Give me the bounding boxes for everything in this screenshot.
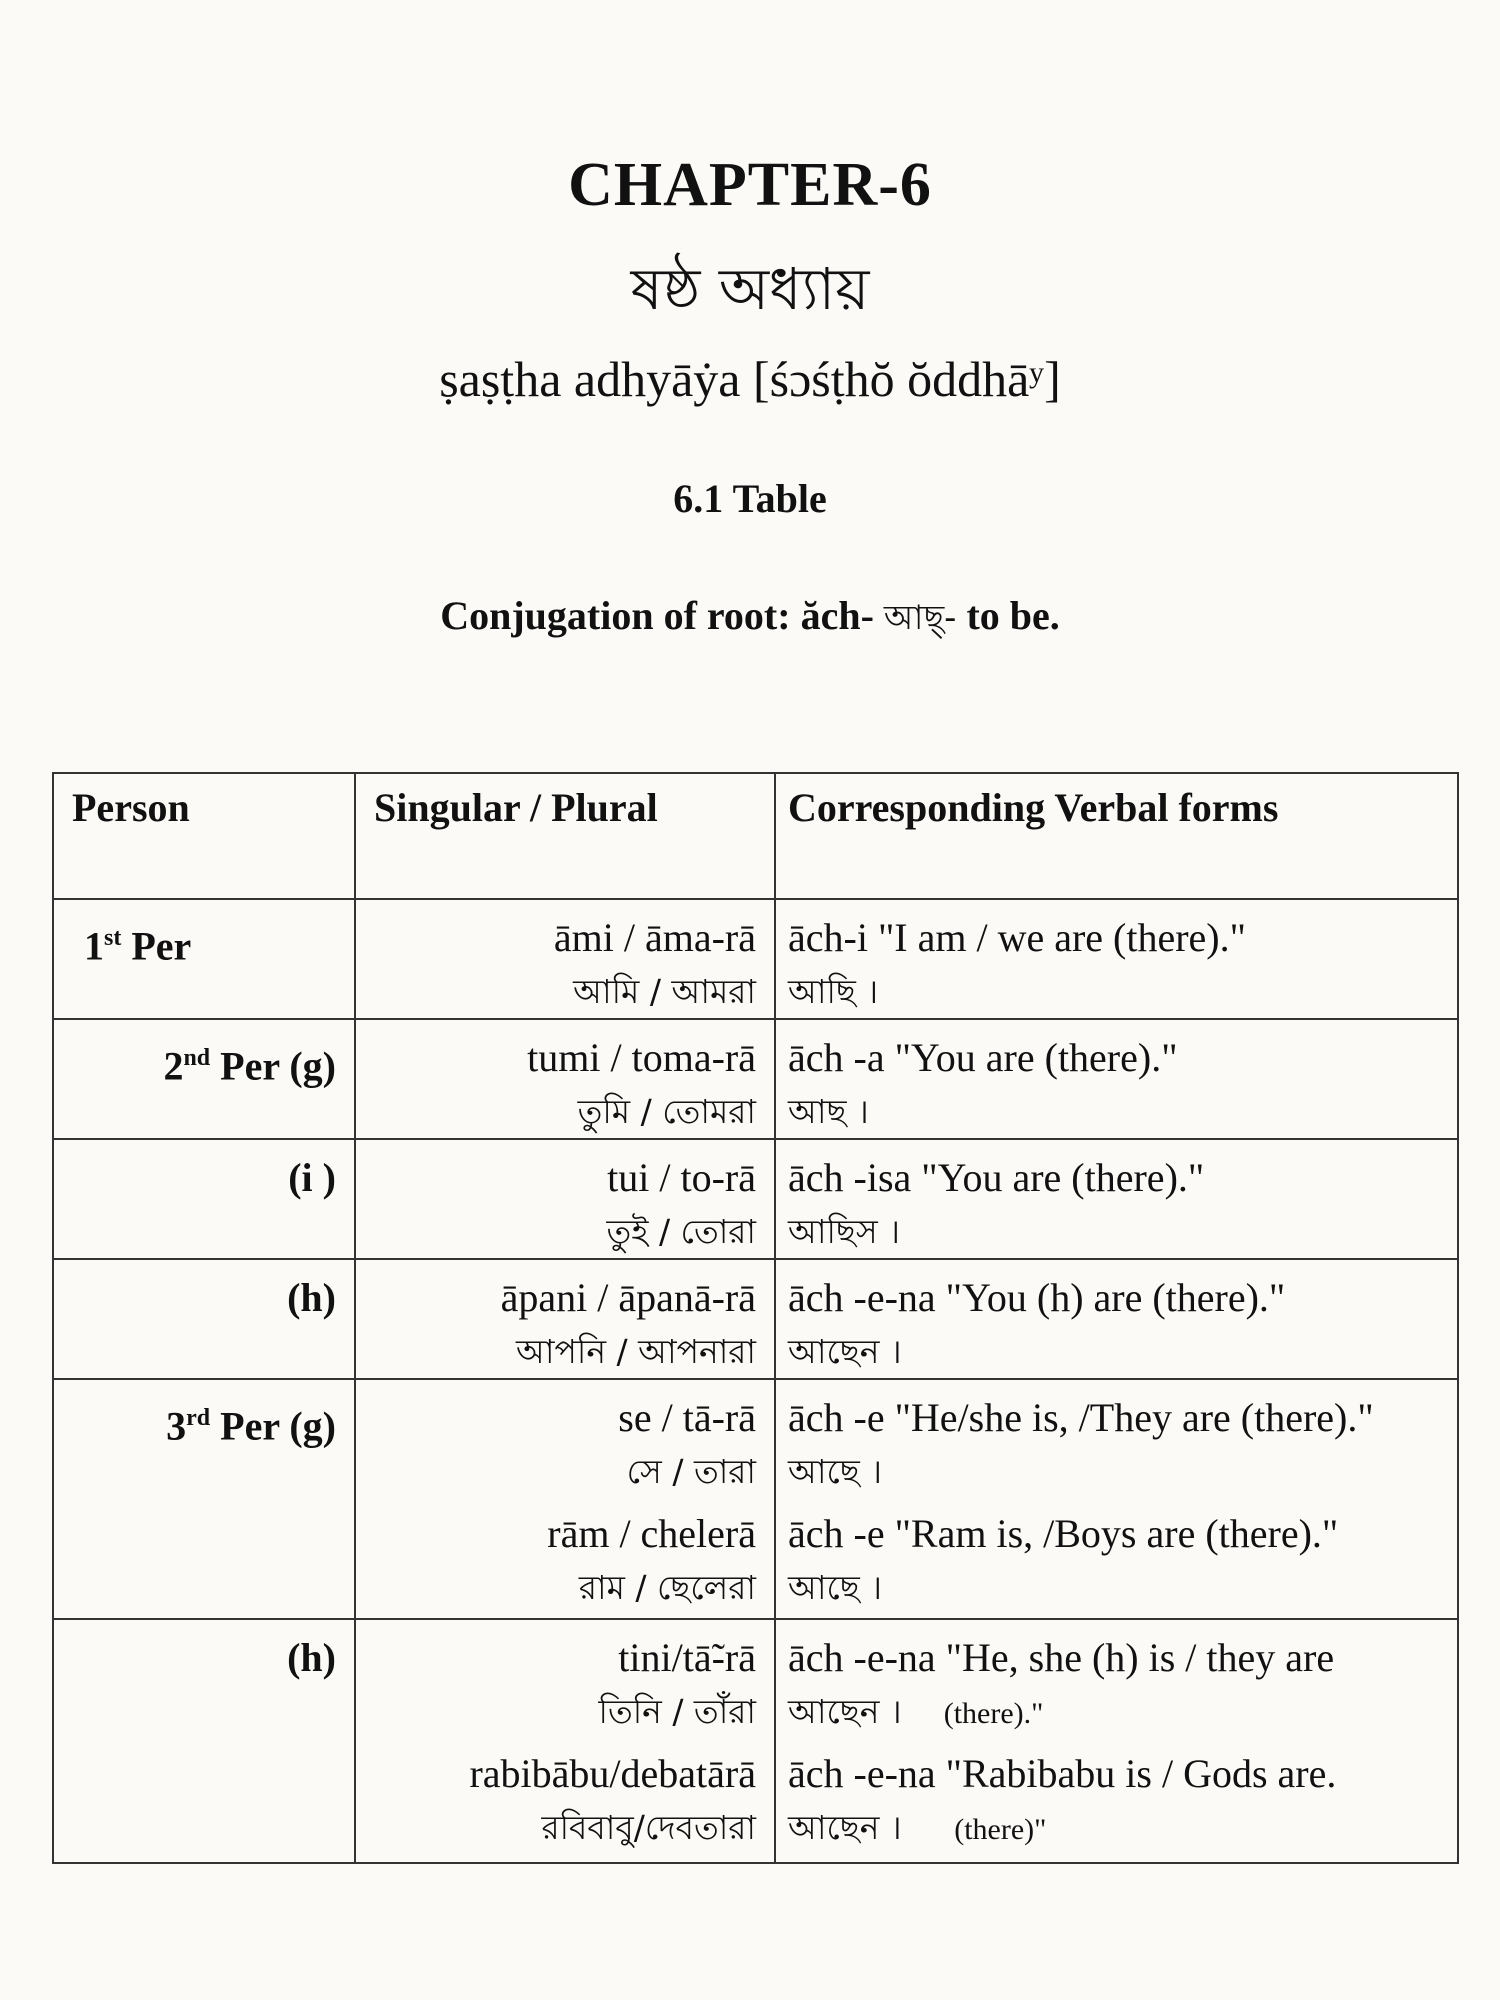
table-row [53, 1259, 1458, 1379]
table-number: 6.1 Table [673, 476, 827, 521]
conjugation-prefix: Conjugation of root: ăch- [440, 593, 874, 638]
pronoun-cell: tui / to-rā তুই / তোরা [355, 1139, 775, 1259]
table-row [53, 899, 1458, 1019]
pronoun-cell: āpani / āpanā-rā আপনি / আপনারা [355, 1259, 775, 1379]
conjugation-heading [0, 592, 1500, 649]
header-verbal-forms: Corresponding Verbal forms [775, 773, 1458, 899]
chapter-title-bengali: ষষ্ঠ অধ্যায় [630, 255, 870, 323]
person-cell: (i ) [53, 1139, 355, 1259]
pronoun-cell: āmi / āma-rā আমি / আমরা [355, 899, 775, 1019]
verb-cell: āch-i "I am / we are (there)." আছি । [775, 899, 1458, 1019]
verb-cell: āch -isa "You are (there)." আছিস । [775, 1139, 1458, 1259]
pronoun-cell: se / tā-rā সে / তারা rām / chelerā রাম / ছেলেরা [355, 1379, 775, 1619]
conjugation-table [52, 772, 1459, 1864]
verb-cell: āch -e-na "You (h) are (there)." আছেন । [775, 1259, 1458, 1379]
header-singular-plural: Singular / Plural [355, 773, 775, 899]
header-person: Person [53, 773, 355, 899]
table-row [53, 1139, 1458, 1259]
pronoun-cell: tumi / toma-rā তুমি / তোমরা [355, 1019, 775, 1139]
person-cell: 3rd Per (g) [53, 1379, 355, 1619]
table-row [53, 1379, 1458, 1619]
table-header-row [53, 773, 1458, 899]
person-cell: 1st Per [53, 899, 355, 1019]
person-cell: 2nd Per (g) [53, 1019, 355, 1139]
conjugation-suffix: to be. [966, 593, 1060, 638]
person-cell: (h) [53, 1619, 355, 1863]
conjugation-root-bengali: আছ্- [883, 598, 957, 638]
table-row [53, 1619, 1458, 1863]
verb-cell: āch -e-na "He, she (h) is / they are আছেন । (there)." āch -e-na "Rabibabu is / Gods are. আছেন । (there)" [775, 1619, 1458, 1863]
person-cell: (h) [53, 1259, 355, 1379]
verb-cell: āch -a "You are (there)." আছ । [775, 1019, 1458, 1139]
chapter-title: CHAPTER-6 [568, 151, 932, 219]
table-row [53, 1019, 1458, 1139]
chapter-transliteration: ṣaṣṭha adhyāẏa [śɔśṭhŏ ŏddhāʸ] [439, 351, 1061, 407]
pronoun-cell: tini/tā̃-rā তিনি / তাঁরা rabibābu/debatārā রবিবাবু/দেবতারা [355, 1619, 775, 1863]
verb-cell: āch -e "He/she is, /They are (there)." আছে । āch -e "Ram is, /Boys are (there)." আছে । [775, 1379, 1458, 1619]
